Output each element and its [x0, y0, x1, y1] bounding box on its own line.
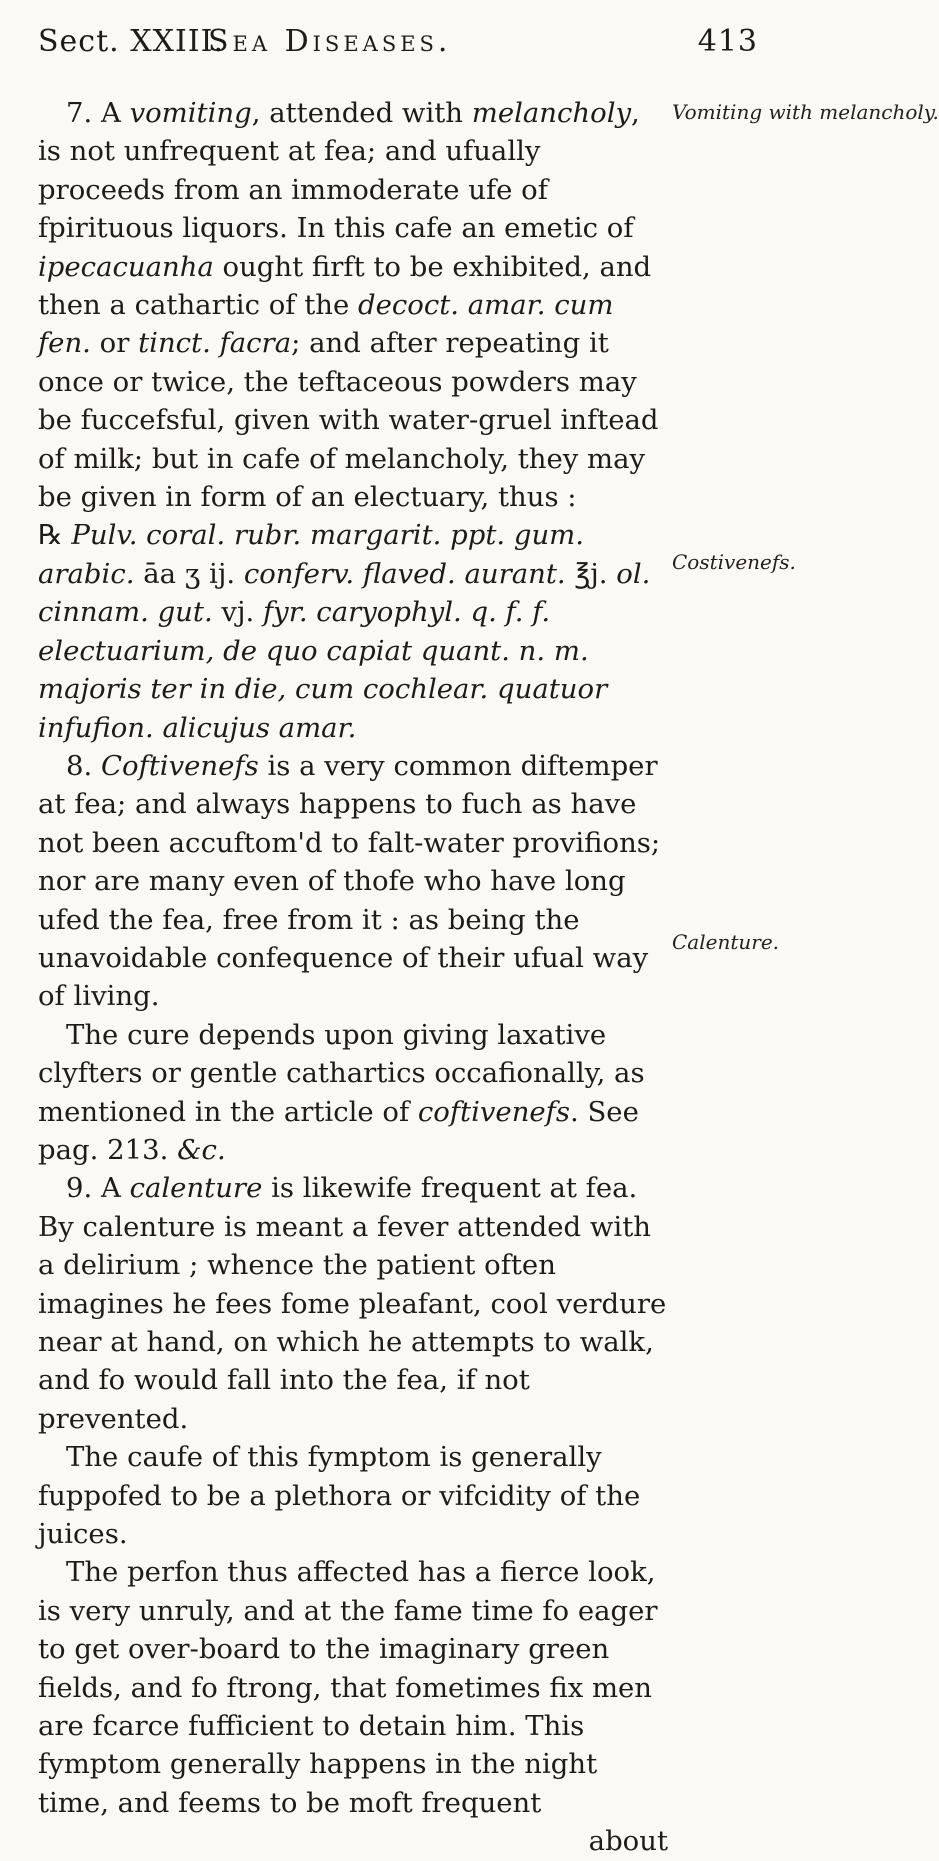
paragraph-calenture-symptoms: The perfon thus affected has a fierce look, is very unruly, and at the fame time fo eager to get over-board to the imaginary green fields, and fo ftrong, that fometimes fix men are fcarce fufficient to detain him. This fymptom generally happens in the night time, and feems to be moft frequent [38, 1556, 658, 1819]
page-number: 413 [697, 24, 758, 59]
margin-note-costiveness: Costivenefs. [672, 550, 796, 574]
paragraph-vomiting: 7. A vomiting, attended with melancholy, is not unfrequent at fea; and ufually proceeds from an immoderate ufe of fpirituous liquors. In this cafe an emetic of ipecacuanha ought firft to be exhibited, and then a cathartic of the decoct. amar. cum fen. or tinct. facra; and after repeating it once or twice, the teftaceous powders may be fuccefsful, given with water-gruel inftead of milk; but in cafe of melancholy, they may be given in form of an electuary, thus : [38, 97, 659, 514]
margin-note-vomiting: Vomiting with melancholy. [672, 100, 939, 124]
body-text [38, 94, 668, 1861]
paragraph-calenture-cause: The caufe of this fymptom is generally fuppofed to be a plethora or vifcidity of the juices. [38, 1441, 641, 1551]
section-number: Sect. XXIII. [38, 24, 225, 59]
recipe-paragraph: ℞ Pulv. coral. rubr. margarit. ppt. gum. arabic. āa ʒ ij. conferv. flaved. aurant. ℥j. ol. cinnam. gut. vj. fyr. caryophyl. q. f. f. electuarium, de quo capiat quant. n. m. majoris ter in die, cum cochlear. quatuor infufion. alicujus amar. [38, 519, 651, 744]
page-header [38, 24, 758, 58]
paragraph-costiveness-cure: The cure depends upon giving laxative clyfters or gentle cathartics occafionally, as mentioned in the article of coftivenefs. See pag. 213. &c. [38, 1018, 645, 1166]
margin-note-calenture: Calenture. [672, 930, 780, 954]
running-title: Sea Diseases. [208, 24, 452, 59]
catchword: about [588, 1825, 668, 1858]
paragraph-costiveness: 8. Coftivenefs is a very common diftemper at fea; and always happens to fuch as have not been accuftom'd to falt-water provifions; nor are many even of thofe who have long ufed the fea, free from it : as being the unavoidable confequence of their ufual way of living. [38, 749, 661, 1013]
paragraph-calenture: 9. A calenture is likewife frequent at fea. By calenture is meant a fever attended with a delirium ; whence the patient often imagines he fees fome pleafant, cool verdure near at hand, on which he attempts to walk, and fo would fall into the fea, if not prevented. [38, 1172, 667, 1435]
